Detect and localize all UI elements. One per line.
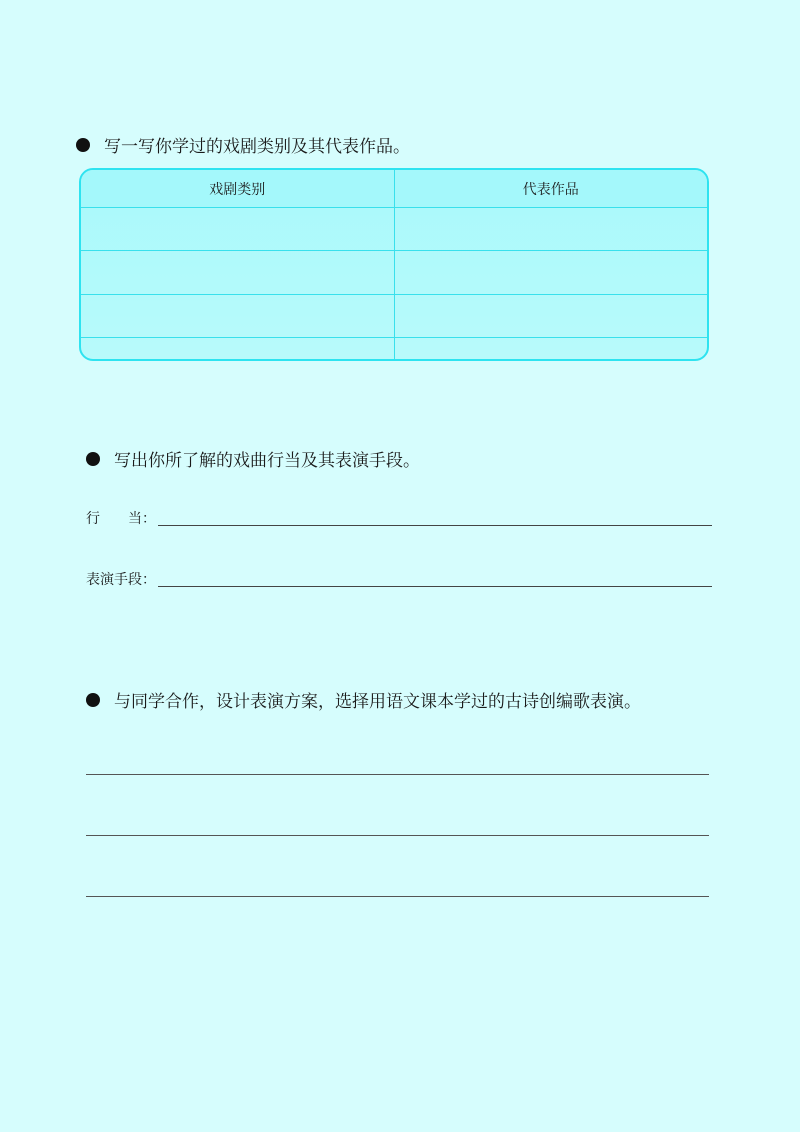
table-row bbox=[81, 208, 707, 251]
technique-answer-line[interactable] bbox=[158, 585, 712, 587]
section3-heading bbox=[86, 687, 641, 712]
role-field bbox=[86, 508, 712, 528]
section3-heading-text: 与同学合作，设计表演方案，选择用语文课本学过的古诗创编歌表演。 bbox=[114, 692, 641, 712]
table-header-category: 戏剧类别 bbox=[81, 170, 394, 208]
answer-line[interactable] bbox=[86, 896, 709, 897]
answer-line[interactable] bbox=[86, 835, 709, 836]
drama-table bbox=[79, 168, 709, 361]
table-cell[interactable] bbox=[394, 251, 707, 294]
table-header-row bbox=[81, 170, 707, 208]
role-label: 行 当： bbox=[86, 511, 156, 527]
answer-line[interactable] bbox=[86, 774, 709, 775]
technique-field bbox=[86, 569, 712, 589]
bullet-icon bbox=[86, 452, 100, 466]
table-row bbox=[81, 251, 707, 294]
table-cell[interactable] bbox=[81, 251, 394, 294]
table-header-works: 代表作品 bbox=[394, 170, 707, 208]
section2-heading-text: 写出你所了解的戏曲行当及其表演手段。 bbox=[114, 451, 420, 471]
table-row bbox=[81, 294, 707, 337]
section2-heading bbox=[86, 446, 420, 471]
table-cell[interactable] bbox=[81, 294, 394, 337]
section1-heading bbox=[76, 132, 410, 157]
table-cell[interactable] bbox=[394, 208, 707, 251]
bullet-icon bbox=[76, 138, 90, 152]
table-cell[interactable] bbox=[81, 337, 394, 359]
table-row bbox=[81, 337, 707, 359]
bullet-icon bbox=[86, 693, 100, 707]
section1-heading-text: 写一写你学过的戏剧类别及其代表作品。 bbox=[104, 137, 410, 157]
table-cell[interactable] bbox=[81, 208, 394, 251]
table-cell[interactable] bbox=[394, 294, 707, 337]
technique-label: 表演手段： bbox=[86, 572, 156, 588]
table-cell[interactable] bbox=[394, 337, 707, 359]
role-answer-line[interactable] bbox=[158, 524, 712, 526]
